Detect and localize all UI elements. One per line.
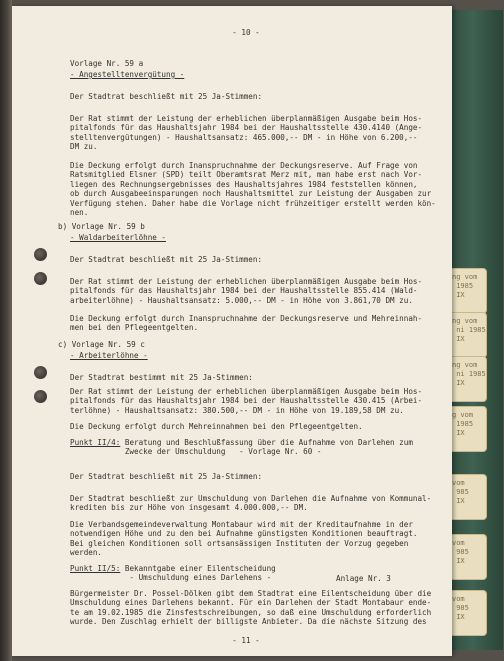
punch-hole: [34, 248, 47, 261]
punch-hole: [34, 272, 47, 285]
index-tab: ng vom ni 1985 IX: [441, 312, 487, 358]
punkt-4-body: Der Stadtrat beschließt zur Umschuldung von Darlehen die Aufnahme von Kommunal- krediten bis zur Höhe von insgesamt 4.000.000,-- DM.: [70, 494, 432, 513]
item-a-subject: - Angestelltenvergütung -: [70, 70, 185, 79]
punkt-5-body: Bürgermeister Dr. Possel-Dölken gibt dem Stadtrat eine Eilentscheidung über die Umschuldung eines Darlehens bekannt. Für ein Darlehen der Stadt Montabaur ende- te am 19.02.1985 die Zinsfestschreibungen, so daß eine Umschuldung erforderlich wurde. Den Zuschlag erhielt der billigste Anbieter. Da die nächste Sitzung des: [70, 589, 432, 627]
item-b-header: b) Vorlage Nr. 59 b: [58, 222, 145, 231]
item-b-subject: - Waldarbeiterlöhne -: [70, 233, 167, 242]
punkt-5-label: Punkt II/5:: [70, 564, 121, 573]
punkt-4-body2: Die Verbandsgemeindeverwaltung Montabaur wird mit der Kreditaufnahme in der notwendigen Höhe und zu den bei Aufnahme günstigsten Konditionen beauftragt. Bei gleichen Konditionen soll ortsansässigen Instituten der Vorzug gegeben werden.: [70, 520, 418, 558]
item-b-coverage: Die Deckung erfolgt durch Inanspruchnahme der Deckungsreserve und Mehreinnah- men bei den Pflegeentgelten.: [70, 314, 423, 333]
item-b-body: Der Rat stimmt der Leistung der erheblichen überplanmäßigen Ausgabe beim Hos- pitalfonds für das Haushaltsjahr 1984 bei der Haushaltsstelle 855.414 (Wald- arbeiterlöhne) - Haushaltsansatz: 5.000,-- DM - in Höhe von 3.861,70 DM zu.: [70, 277, 423, 305]
punkt-4-heading: [70, 438, 413, 457]
punkt-5-attachment: Anlage Nr. 3: [336, 574, 391, 583]
index-tab: vom 985 IX: [441, 534, 487, 580]
item-a-resolution: Der Stadtrat beschließt mit 25 Ja-Stimmen:: [70, 92, 263, 101]
index-tab: ng vom 1985 IX: [441, 268, 487, 314]
index-tab: vom 985 IX: [441, 590, 487, 636]
item-a-body: Der Rat stimmt der Leistung der erheblichen überplanmäßigen Ausgabe beim Hos- pitalfonds für das Haushaltsjahr 1984 bei der Haushaltsstelle 430.4140 (Ange- stelltenvergütungen) - Haushaltsansatz: 465.000,-- DM - in Höhe von 6.200,-- DM zu.: [70, 114, 423, 152]
item-c-resolution: Der Stadtrat bestimmt mit 25 Ja-Stimmen:: [70, 373, 253, 382]
punkt-4-resolution: Der Stadtrat beschließt mit 25 Ja-Stimmen:: [70, 472, 263, 481]
page-number-bottom: - 11 -: [232, 636, 260, 645]
item-b-resolution: Der Stadtrat beschließt mit 25 Ja-Stimmen:: [70, 255, 263, 264]
item-c-coverage: Die Deckung erfolgt durch Mehreinnahmen bei den Pflegeentgelten.: [70, 422, 363, 431]
binder-edge: [0, 0, 12, 661]
index-tab: vom 985 IX: [441, 474, 487, 520]
item-c-body: Der Rat stimmt der Leistung der erheblichen überplanmäßigen Ausgabe beim Hos- pitalfonds für das Haushaltsjahr 1984 bei der Haushaltsstelle 430.415 (Arbei- terlöhne) - Haushaltsansatz: 380.500,-- DM - in Höhe von 19.189,58 DM zu.: [70, 387, 423, 415]
punch-hole: [34, 390, 47, 403]
item-c-subject: - Arbeiterlöhne -: [70, 351, 148, 360]
index-tab: ng vom ni 1985 IX: [441, 356, 487, 402]
page-number-top: - 10 -: [232, 28, 260, 37]
item-a-coverage: Die Deckung erfolgt durch Inanspruchnahme der Deckungsreserve. Auf Frage von Ratsmitglied Elsner (SPD) teilt Oberamtsrat Merz mit, man habe erst nach Vor- liegen des Rechnungsergebnisses des Haushaltsjahres 1984 feststellen können, ob durch Ausgabeeinsparungen noch Haushaltsmittel zur Leistung der Ausgaben zur Verfügung stehen. Daher habe die Vorlage nicht frühzeitiger erstellt werden kön- nen.: [70, 161, 436, 218]
document-page: [12, 6, 452, 656]
punkt-4-title: Beratung und Beschlußfassung über die Aufnahme von Darlehen zum Zwecke der Umschuldung - Vorlage Nr. 60 -: [124, 438, 413, 457]
punkt-4-label: Punkt II/4:: [70, 438, 121, 447]
punch-hole: [34, 366, 47, 379]
item-a-header: Vorlage Nr. 59 a: [70, 59, 144, 68]
item-c-header: c) Vorlage Nr. 59 c: [58, 340, 145, 349]
index-tab: g vom 1985 IX: [441, 406, 487, 452]
punkt-5-heading: [70, 564, 276, 583]
punkt-5-title: Bekanntgabe einer Eilentscheidung - Umschuldung eines Darlehens -: [124, 564, 276, 583]
